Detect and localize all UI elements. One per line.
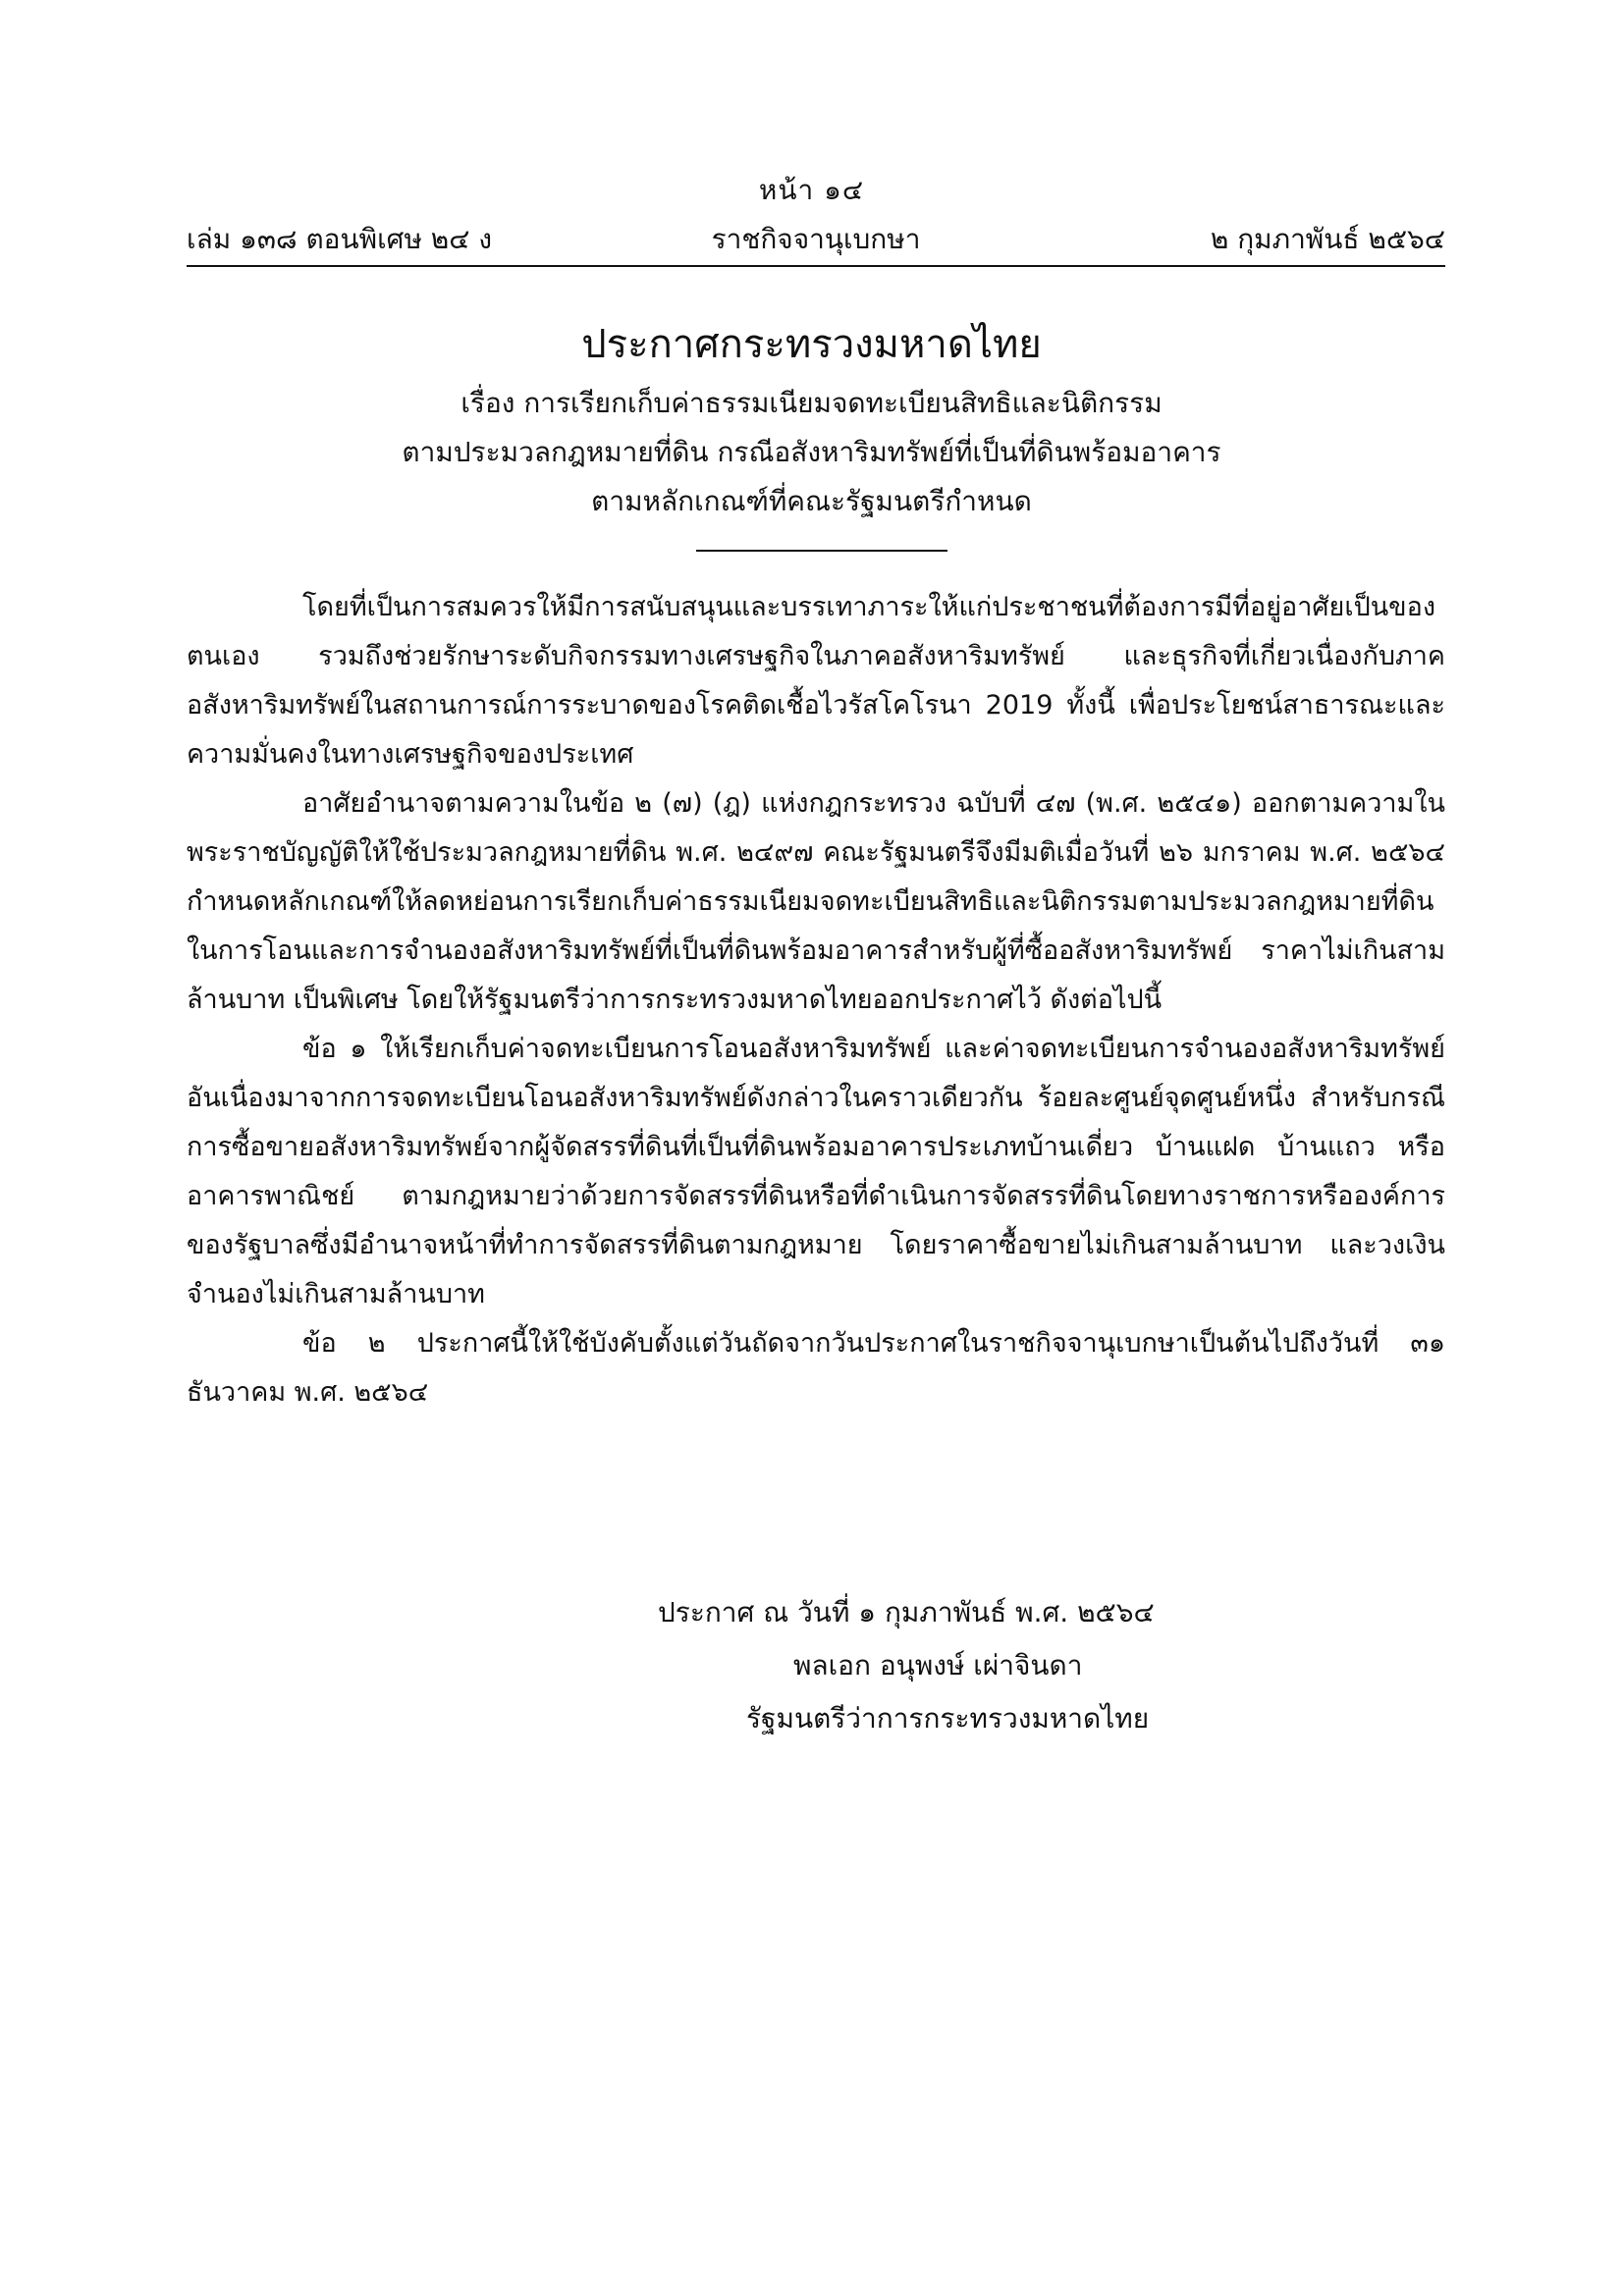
signature-block bbox=[0, 1586, 1623, 1745]
signer-position: รัฐมนตรีว่าการกระทรวงมหาดไทย bbox=[746, 1702, 1150, 1735]
clause-2-paragraph: ข้อ ๒ ประกาศนี้ให้ใช้บังคับตั้งแต่วันถัดจากวันประกาศในราชกิจจานุเบกษาเป็นต้นไปถึงวันที่ ๓๑ ธันวาคม พ.ศ. ๒๕๖๔ bbox=[187, 1328, 1445, 1408]
subject-line: ตามหลักเกณฑ์ที่คณะรัฐมนตรีกำหนด bbox=[591, 485, 1032, 517]
subject-line: ตามประมวลกฎหมายที่ดิน กรณีอสังหาริมทรัพย์ที่เป็นที่ดินพร้อมอาคาร bbox=[402, 436, 1221, 468]
announcement-title: ประกาศกระทรวงมหาดไทย bbox=[581, 322, 1042, 367]
gazette-date: ๒ กุมภาพันธ์ ๒๕๖๔ bbox=[1210, 223, 1445, 255]
title-divider bbox=[696, 550, 947, 552]
announcement-body bbox=[187, 583, 1445, 1417]
page-number: หน้า ๑๔ bbox=[758, 174, 865, 206]
announced-date: ประกาศ ณ วันที่ ๑ กุมภาพันธ์ พ.ศ. ๒๕๖๔ bbox=[658, 1596, 1155, 1629]
signer-name: พลเอก อนุพงษ์ เผ่าจินดา bbox=[793, 1649, 1083, 1682]
authority-paragraph: อาศัยอำนาจตามความในข้อ ๒ (๗) (ฎ) แห่งกฎกระทรวง ฉบับที่ ๔๗ (พ.ศ. ๒๕๔๑) ออกตามความในพระราชบัญญัติให้ใช้ประมวลกฎหมายที่ดิน พ.ศ. ๒๔๙๗ คณะรัฐมนตรีจึงมีมติเมื่อวันที่ ๒๖ มกราคม พ.ศ. ๒๕๖๔ กำหนดหลักเกณฑ์ให้ลดหย่อนการเรียกเก็บค่าธรรมเนียมจดทะเบียนสิทธิและนิติกรรมตามประมวลกฎหมายที่ดินในการโอนและการจำนองอสังหาริมทรัพย์ที่เป็นที่ดินพร้อมอาคารสำหรับผู้ที่ซื้ออสังหาริมทรัพย์ ราคาไม่เกินสามล้านบาท เป็นพิเศษ โดยให้รัฐมนตรีว่าการกระทรวงมหาดไทยออกประกาศไว้ ดังต่อไปนี้ bbox=[187, 788, 1445, 1015]
header-divider bbox=[187, 265, 1445, 267]
preamble-paragraph: โดยที่เป็นการสมควรให้มีการสนับสนุนและบรรเทาภาระให้แก่ประชาชนที่ต้องการมีที่อยู่อาศัยเป็นของตนเอง รวมถึงช่วยรักษาระดับกิจกรรมทางเศรษฐกิจในภาคอสังหาริมทรัพย์ และธุรกิจที่เกี่ยวเนื่องกับภาคอสังหาริมทรัพย์ในสถานการณ์การระบาดของโรคติดเชื้อไวรัสโคโรนา 2019 ทั้งนี้ เพื่อประโยชน์สาธารณะและความมั่นคงในทางเศรษฐกิจของประเทศ bbox=[187, 592, 1445, 770]
clause-1-paragraph: ข้อ ๑ ให้เรียกเก็บค่าจดทะเบียนการโอนอสังหาริมทรัพย์ และค่าจดทะเบียนการจำนองอสังหาริมทรัพย์อันเนื่องมาจากการจดทะเบียนโอนอสังหาริมทรัพย์ดังกล่าวในคราวเดียวกัน ร้อยละศูนย์จุดศูนย์หนึ่ง สำหรับกรณีการซื้อขายอสังหาริมทรัพย์จากผู้จัดสรรที่ดินที่เป็นที่ดินพร้อมอาคารประเภทบ้านเดี่ยว บ้านแฝด บ้านแถว หรืออาคารพาณิชย์ ตามกฎหมายว่าด้วยการจัดสรรที่ดินหรือที่ดำเนินการจัดสรรที่ดินโดยทางราชการหรือองค์การของรัฐบาลซึ่งมีอำนาจหน้าที่ทำการจัดสรรที่ดินตามกฎหมาย โดยราคาซื้อขายไม่เกินสามล้านบาท และวงเงินจำนองไม่เกินสามล้านบาท bbox=[187, 1034, 1445, 1309]
gazette-header bbox=[187, 218, 1445, 261]
gazette-name: ราชกิจจานุเบกษา bbox=[711, 223, 921, 255]
subject-line: เรื่อง การเรียกเก็บค่าธรรมเนียมจดทะเบียนสิทธิและนิติกรรม bbox=[460, 387, 1163, 419]
announcement-subject bbox=[0, 379, 1623, 526]
gazette-volume: เล่ม ๑๓๘ ตอนพิเศษ ๒๔ ง bbox=[187, 223, 493, 255]
